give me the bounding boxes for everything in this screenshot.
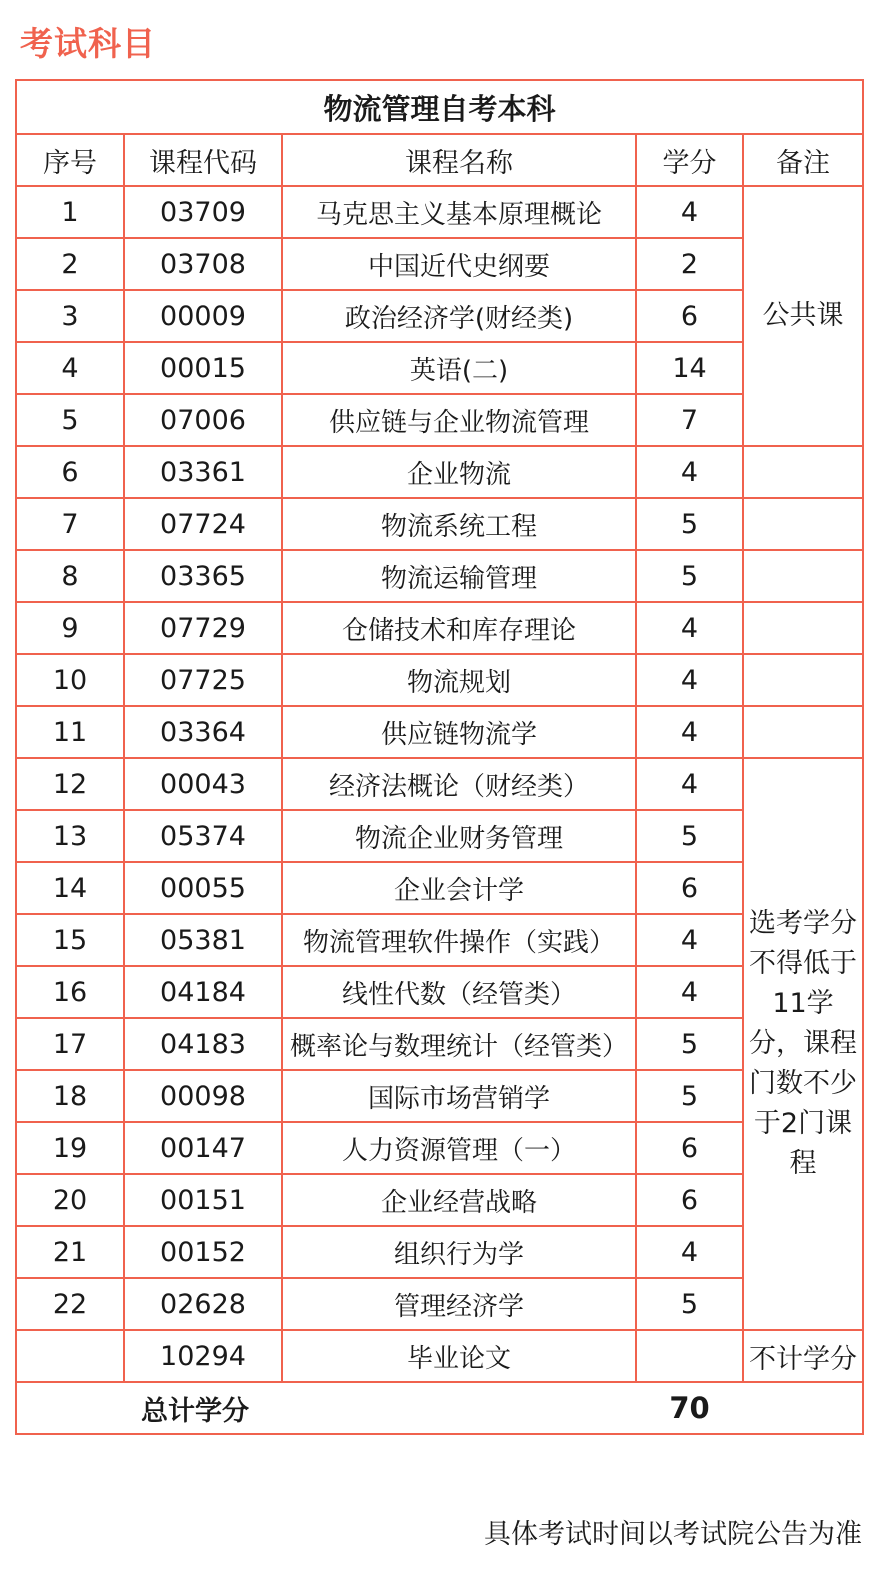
thesis-note: 不计学分 — [743, 1330, 863, 1382]
table-row — [16, 186, 863, 238]
row-name: 物流规划 — [282, 654, 636, 706]
row-index: 3 — [16, 290, 124, 342]
row-credits: 5 — [636, 1070, 743, 1122]
row-code: 04183 — [124, 1018, 282, 1070]
thesis-code: 10294 — [124, 1330, 282, 1382]
total-blank — [743, 1382, 863, 1434]
table-row — [16, 1018, 863, 1070]
row-code: 00152 — [124, 1226, 282, 1278]
row-index: 16 — [16, 966, 124, 1018]
row-index: 22 — [16, 1278, 124, 1330]
note-empty — [743, 446, 863, 498]
table-row — [16, 914, 863, 966]
row-index: 7 — [16, 498, 124, 550]
row-name: 供应链与企业物流管理 — [282, 394, 636, 446]
row-name: 物流企业财务管理 — [282, 810, 636, 862]
row-credits: 4 — [636, 654, 743, 706]
row-code: 00098 — [124, 1070, 282, 1122]
row-name: 仓储技术和库存理论 — [282, 602, 636, 654]
row-code: 00147 — [124, 1122, 282, 1174]
row-index: 13 — [16, 810, 124, 862]
row-code: 02628 — [124, 1278, 282, 1330]
table-row — [16, 550, 863, 602]
header-index: 序号 — [16, 134, 124, 186]
row-credits: 4 — [636, 966, 743, 1018]
table-row — [16, 394, 863, 446]
row-credits: 5 — [636, 1018, 743, 1070]
row-code: 00055 — [124, 862, 282, 914]
header-notes: 备注 — [743, 134, 863, 186]
table-row — [16, 602, 863, 654]
table-row — [16, 1226, 863, 1278]
row-credits: 6 — [636, 862, 743, 914]
footer-note: 具体考试时间以考试院公告为准 — [484, 1519, 862, 1550]
table-row — [16, 290, 863, 342]
row-index: 14 — [16, 862, 124, 914]
row-code: 03709 — [124, 186, 282, 238]
row-index: 11 — [16, 706, 124, 758]
row-name: 人力资源管理（一） — [282, 1122, 636, 1174]
row-name: 企业物流 — [282, 446, 636, 498]
row-name: 英语(二) — [282, 342, 636, 394]
row-credits: 4 — [636, 602, 743, 654]
table-row — [16, 862, 863, 914]
row-index: 18 — [16, 1070, 124, 1122]
row-index: 1 — [16, 186, 124, 238]
total-label: 总计学分 — [16, 1382, 636, 1434]
row-credits: 4 — [636, 186, 743, 238]
header-credits: 学分 — [636, 134, 743, 186]
table-row — [16, 1122, 863, 1174]
row-name: 概率论与数理统计（经管类） — [282, 1018, 636, 1070]
total-value: 70 — [636, 1382, 743, 1434]
total-row — [16, 1382, 863, 1434]
row-code: 05381 — [124, 914, 282, 966]
row-code: 03361 — [124, 446, 282, 498]
row-index: 8 — [16, 550, 124, 602]
table-row — [16, 966, 863, 1018]
row-name: 企业经营战略 — [282, 1174, 636, 1226]
row-index: 6 — [16, 446, 124, 498]
row-code: 04184 — [124, 966, 282, 1018]
thesis-row — [16, 1330, 863, 1382]
header-code: 课程代码 — [124, 134, 282, 186]
row-code: 00009 — [124, 290, 282, 342]
table-row — [16, 706, 863, 758]
course-table — [15, 79, 864, 1435]
row-name: 经济法概论（财经类） — [282, 758, 636, 810]
row-index: 21 — [16, 1226, 124, 1278]
note-public: 公共课 — [743, 186, 863, 446]
row-index: 15 — [16, 914, 124, 966]
row-credits: 5 — [636, 810, 743, 862]
row-index: 17 — [16, 1018, 124, 1070]
table-row — [16, 758, 863, 810]
row-name: 马克思主义基本原理概论 — [282, 186, 636, 238]
row-code: 03365 — [124, 550, 282, 602]
table-row — [16, 1070, 863, 1122]
row-name: 物流系统工程 — [282, 498, 636, 550]
row-credits: 6 — [636, 1122, 743, 1174]
row-credits: 6 — [636, 1174, 743, 1226]
row-code: 07729 — [124, 602, 282, 654]
row-credits: 4 — [636, 706, 743, 758]
row-code: 07724 — [124, 498, 282, 550]
row-name: 政治经济学(财经类) — [282, 290, 636, 342]
table-row — [16, 498, 863, 550]
table-row — [16, 654, 863, 706]
row-credits: 5 — [636, 550, 743, 602]
row-code: 00015 — [124, 342, 282, 394]
table-row — [16, 810, 863, 862]
note-elective: 选考学分不得低于11学分，课程门数不少于2门课程 — [743, 758, 863, 1330]
row-credits: 5 — [636, 498, 743, 550]
row-credits: 6 — [636, 290, 743, 342]
row-code: 07725 — [124, 654, 282, 706]
row-credits: 7 — [636, 394, 743, 446]
row-code: 07006 — [124, 394, 282, 446]
row-name: 供应链物流学 — [282, 706, 636, 758]
row-credits: 4 — [636, 446, 743, 498]
table-row — [16, 1174, 863, 1226]
table-row — [16, 1278, 863, 1330]
header-name: 课程名称 — [282, 134, 636, 186]
thesis-credits — [636, 1330, 743, 1382]
row-code: 03708 — [124, 238, 282, 290]
row-code: 00043 — [124, 758, 282, 810]
table-row — [16, 342, 863, 394]
row-name: 组织行为学 — [282, 1226, 636, 1278]
row-credits: 5 — [636, 1278, 743, 1330]
row-index: 2 — [16, 238, 124, 290]
row-index: 5 — [16, 394, 124, 446]
row-name: 物流运输管理 — [282, 550, 636, 602]
row-index: 10 — [16, 654, 124, 706]
row-name: 管理经济学 — [282, 1278, 636, 1330]
note-empty — [743, 602, 863, 654]
row-index: 9 — [16, 602, 124, 654]
row-credits: 4 — [636, 758, 743, 810]
table-header-row — [16, 134, 863, 186]
table-title-row — [16, 80, 863, 134]
row-code: 03364 — [124, 706, 282, 758]
row-index: 12 — [16, 758, 124, 810]
row-index: 20 — [16, 1174, 124, 1226]
row-index: 19 — [16, 1122, 124, 1174]
thesis-name: 毕业论文 — [282, 1330, 636, 1382]
row-index: 4 — [16, 342, 124, 394]
row-name: 物流管理软件操作（实践） — [282, 914, 636, 966]
row-credits: 14 — [636, 342, 743, 394]
row-name: 中国近代史纲要 — [282, 238, 636, 290]
note-empty — [743, 498, 863, 550]
row-name: 线性代数（经管类） — [282, 966, 636, 1018]
row-credits: 2 — [636, 238, 743, 290]
note-empty — [743, 706, 863, 758]
row-code: 05374 — [124, 810, 282, 862]
thesis-index — [16, 1330, 124, 1382]
row-code: 00151 — [124, 1174, 282, 1226]
table-title: 物流管理自考本科 — [16, 80, 863, 134]
row-name: 企业会计学 — [282, 862, 636, 914]
row-credits: 4 — [636, 1226, 743, 1278]
page-heading: 考试科目 — [20, 24, 156, 63]
row-name: 国际市场营销学 — [282, 1070, 636, 1122]
note-empty — [743, 654, 863, 706]
table-row — [16, 446, 863, 498]
table-row — [16, 238, 863, 290]
row-credits: 4 — [636, 914, 743, 966]
note-empty — [743, 550, 863, 602]
